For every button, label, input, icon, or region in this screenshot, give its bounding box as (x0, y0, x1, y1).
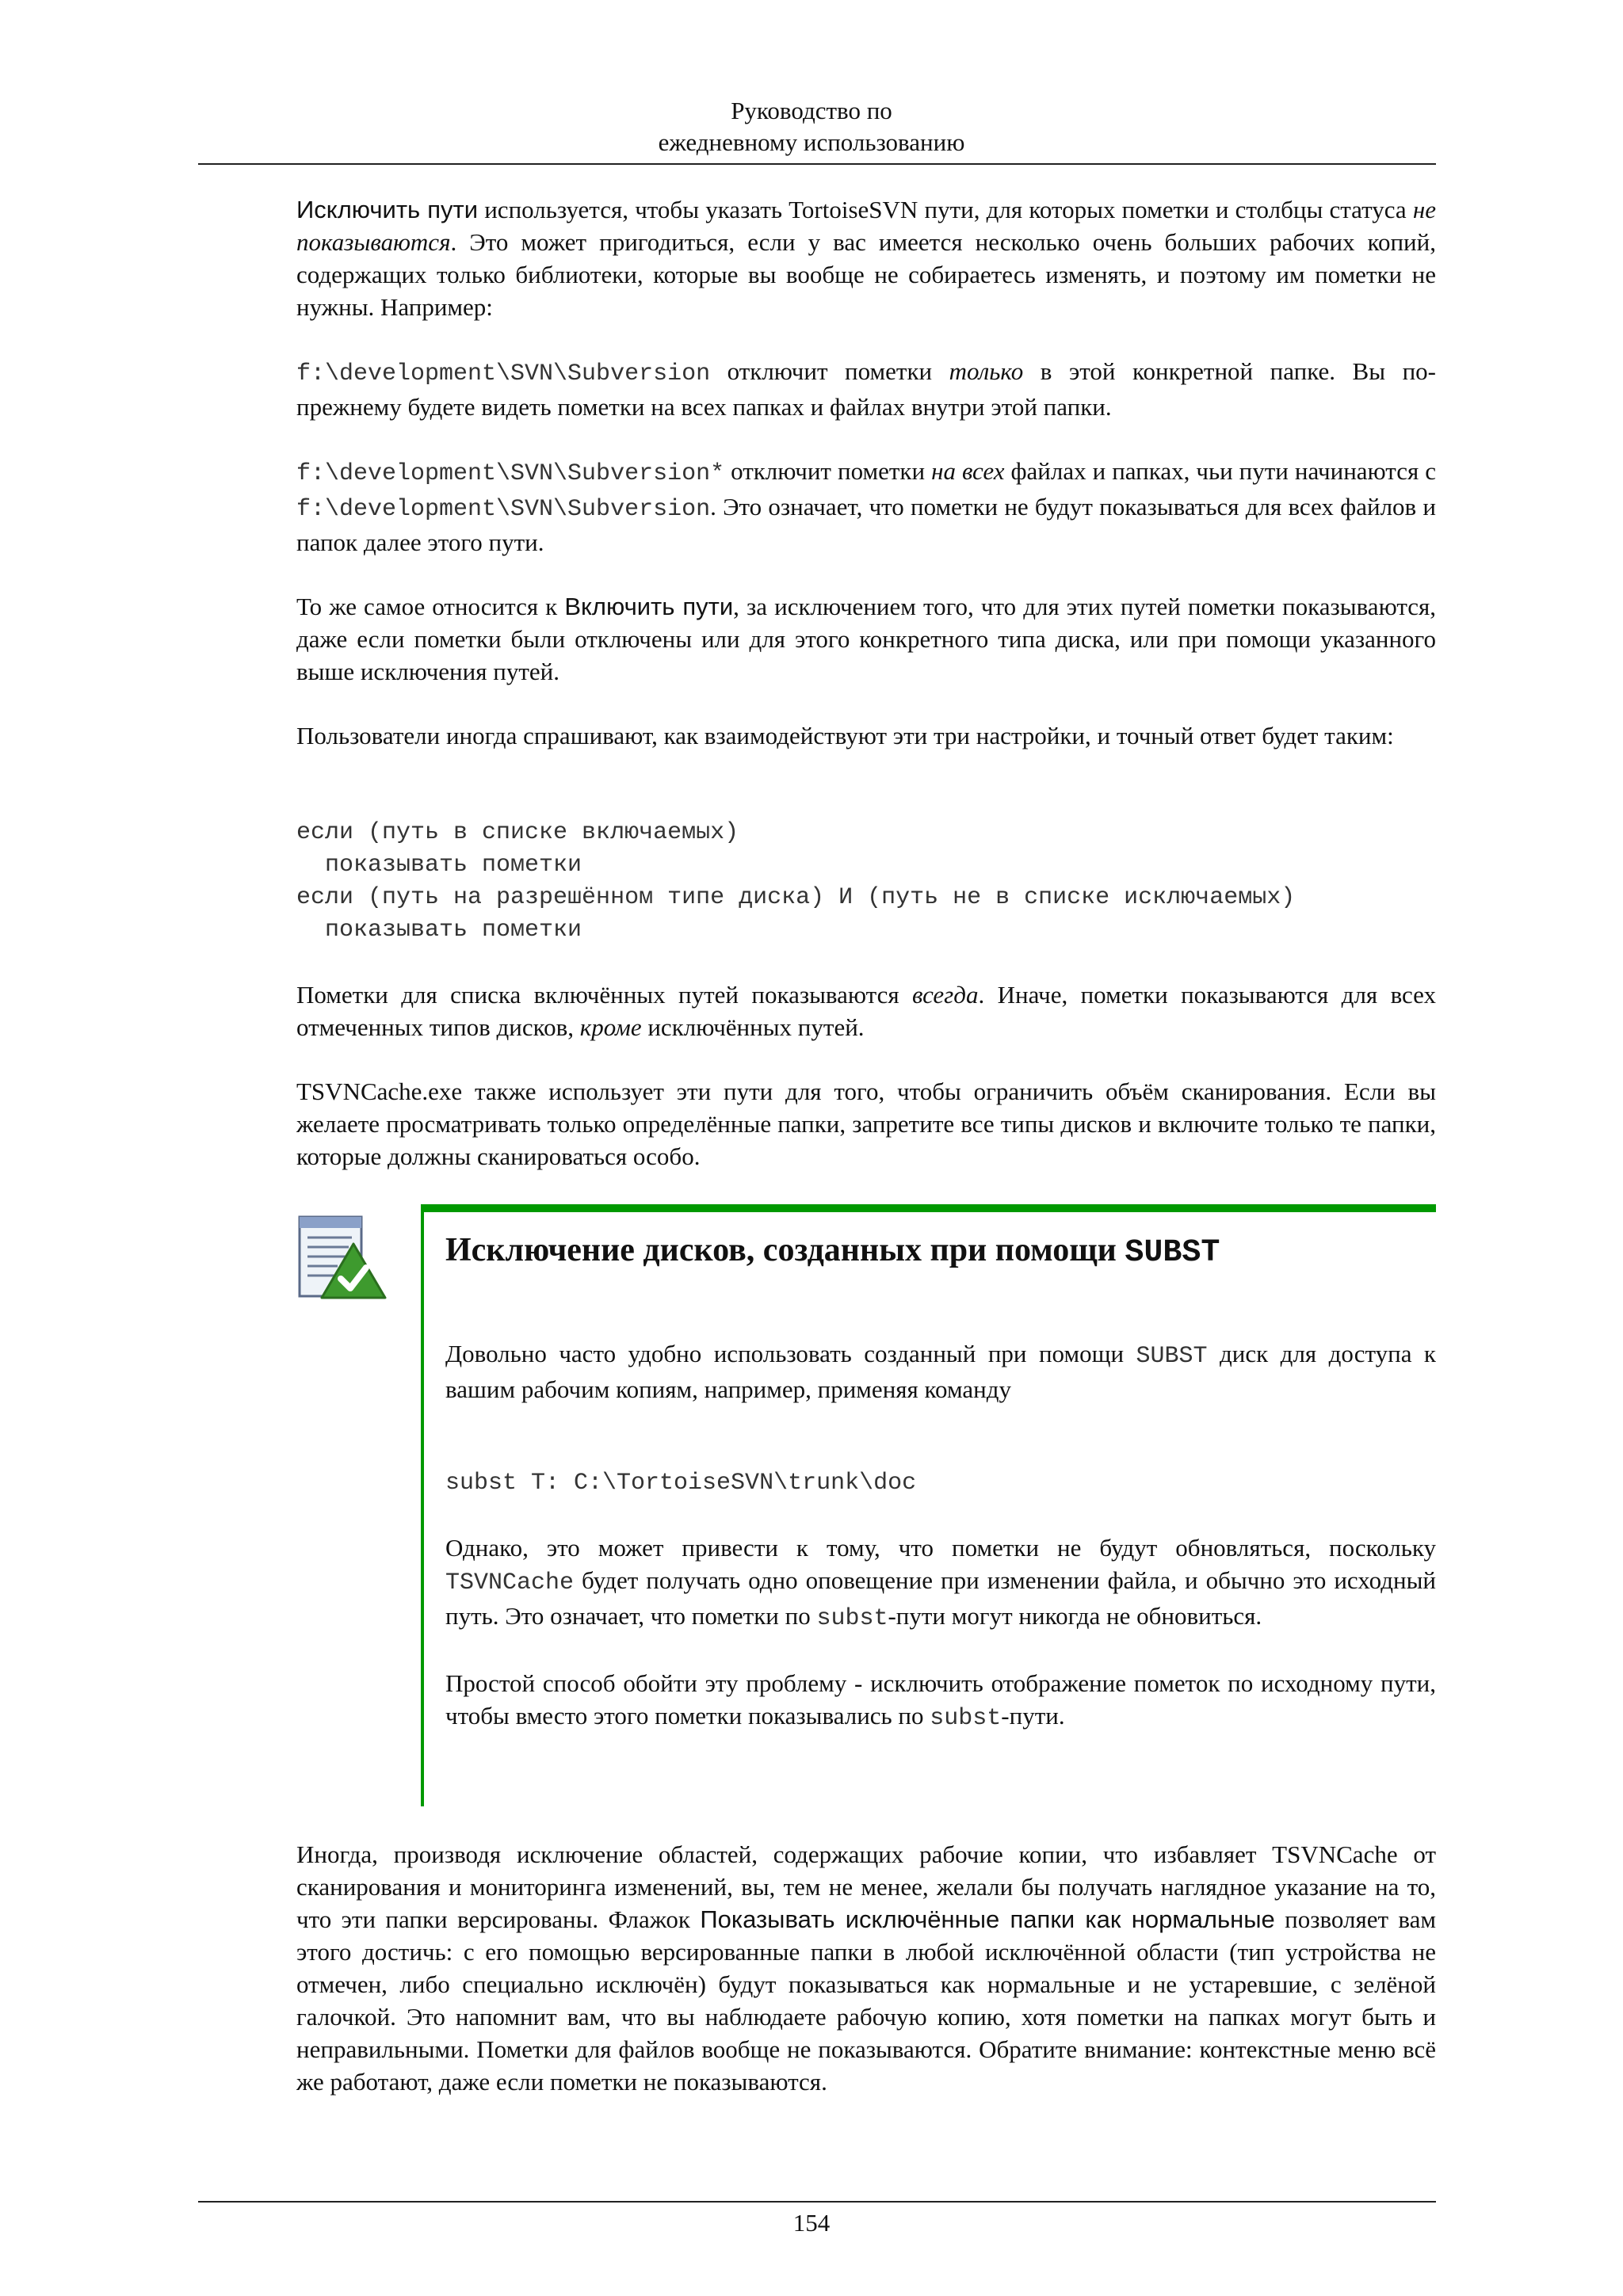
tip-accent-bar-left (421, 1204, 424, 1806)
code-line: если (путь в списке включаемых) (296, 819, 739, 846)
paragraph-tsvncache: TSVNCache.exe также использует эти пути для того, чтобы ограничить объём сканирования. Если вы желаете просматривать только определённые папки, запретите все типы дисков и включите только те папки, которые должны сканироваться особо. (296, 1077, 1436, 1170)
paragraph-example-1: f:\development\SVN\Subversion отключит пометки только в этой конкретной папке. Вы по-прежнему будете видеть пометки на всех папках и файлах внутри этой папки. (296, 357, 1437, 421)
footer-rule (198, 2201, 1436, 2203)
paragraph-always: Пометки для списка включённых путей показываются всегда. Иначе, пометки показываются для всех отмеченных типов дисков, кроме исключённых путей. (296, 981, 1437, 1041)
ui-term-exclude-paths: Исключить пути (296, 196, 479, 223)
tip-paragraph-2: Однако, это может привести к тому, что пометки не будут обновляться, поскольку TSVNCache будет получать одно оповещение при изменении файла, и обычно это исходный путь. Это означает, что пометки по subst-пути могут никогда не обновиться. (445, 1534, 1436, 1632)
path-code: f:\development\SVN\Subversion (296, 360, 711, 387)
tip-paragraph-3: Простой способ обойти эту проблему - исключить отображение пометок по исходному пути, чтобы вместо этого пометки показывались по subst-пути. (445, 1669, 1436, 1732)
ui-term-include-paths: Включить пути (564, 593, 734, 620)
code-line: если (путь на разрешённом типе диска) И (путь не в списке исключаемых) (296, 884, 1296, 911)
ui-term-show-excluded-as-normal: Показывать исключённые папки как нормальные (700, 1905, 1275, 1933)
tip-paragraph-1: Довольно часто удобно использовать созданный при помощи SUBST диск для доступа к вашим рабочим копиям, например, применяя команду (445, 1340, 1436, 1403)
header-rule (198, 163, 1436, 165)
header-line-2: ежедневному использованию (658, 128, 965, 156)
paragraph-users-ask: Пользователи иногда спрашивают, как взаимодействуют эти три настройки, и точный ответ будет таким: (296, 722, 1394, 749)
tip-document-check-icon (296, 1212, 388, 1304)
header-line-1: Руководство по (731, 97, 892, 124)
paragraph-include-paths: То же самое относится к Включить пути, за исключением того, что для этих путей пометки показываются, даже если пометки были отключены или для этого конкретного типа диска, или при помощи указанного выше исключения путей. (296, 593, 1437, 685)
path-wildcard-code: f:\development\SVN\Subversion* (296, 460, 725, 487)
tip-box (296, 1204, 1436, 1806)
tip-accent-bar-top (421, 1204, 1436, 1212)
page-number: 154 (792, 2209, 831, 2237)
paragraph-example-2: f:\development\SVN\Subversion* отключит пометки на всех файлах и папках, чьи пути начинаются с f:\development\SVN\Subversion. Это означает, что пометки не будут показываться для всех файлов и папок далее этого пути. (296, 457, 1436, 556)
pseudo-code-block (296, 817, 1436, 947)
paragraph-exclude-paths: Исключить пути используется, чтобы указать TortoiseSVN пути, для которых пометки и столбцы статуса не показываются. Это может пригодиться, если у вас имеется несколько очень больших рабочих копий, содержащих только библиотеки, которые вы вообще не собираетесь изменять, и поэтому им пометки не нужны. Например: (296, 196, 1436, 321)
paragraph-show-excluded: Иногда, производя исключение областей, содержащих рабочие копии, что избавляет TSVNCache от сканирования и мониторинга изменений, вы, тем не менее, желали бы получать наглядное указание на то, что эти папки версированы. Флажок Показывать исключённые папки как нормальные позволяет вам этого достичь: с его помощью версированные папки в любой исключённой области (тип устройства не отмечен, либо специально исключён) будут показываться как нормальные и не устаревшие, с зелёной галочкой. Это напомнит вам, что вы наблюдаете рабочую копию, хотя пометки на папках могут быть и неправильными. Пометки для файлов вообще не показываются. Обратите внимание: контекстные меню всё же работают, даже если пометки не показываются. (296, 1840, 1436, 2096)
code-line: показывать пометки (296, 917, 582, 944)
code-line: показывать пометки (296, 852, 582, 879)
tip-body (445, 1228, 1436, 1735)
tip-title: Исключение дисков, созданных при помощи SUBST (445, 1232, 1220, 1271)
path-code: f:\development\SVN\Subversion (296, 496, 711, 523)
running-header (0, 95, 1623, 158)
page-content (296, 193, 1436, 2130)
tip-command: subst T: C:\TortoiseSVN\trunk\doc (445, 1470, 917, 1497)
